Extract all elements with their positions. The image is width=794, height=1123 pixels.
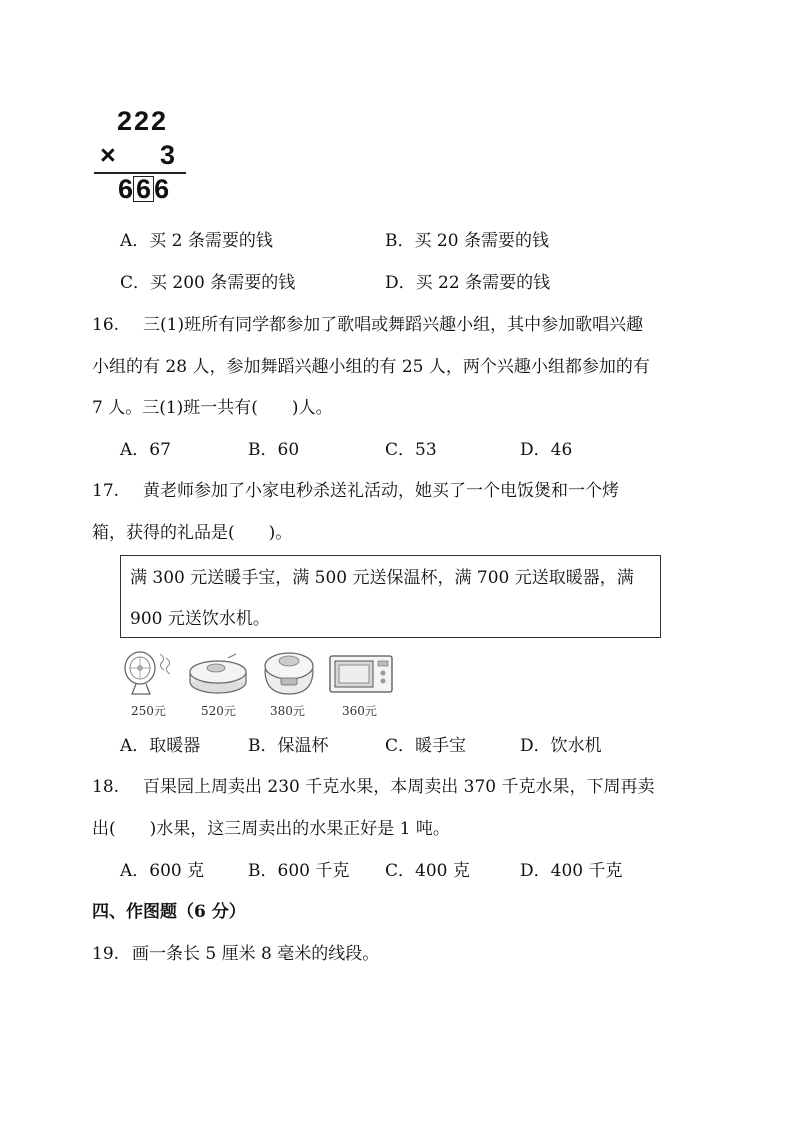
option-letter: C．	[120, 273, 151, 293]
result-digit: 6	[154, 174, 170, 204]
option-text: 买 2 条需要的钱	[149, 231, 273, 251]
rice-cooker-icon	[261, 648, 317, 698]
option-letter: C．	[385, 861, 416, 881]
option-letter: D．	[520, 736, 551, 756]
question-number: 19.	[92, 944, 120, 964]
section-heading: 四、作图题（6 分）	[92, 902, 246, 922]
price-label: 380元	[270, 704, 305, 718]
question-text: 出( )水果，这三周卖出的水果正好是 1 吨。	[92, 819, 450, 839]
option-d[interactable]	[385, 273, 550, 293]
question-text: 画一条长 5 厘米 8 毫米的线段。	[132, 944, 380, 964]
option-a[interactable]	[120, 861, 204, 881]
option-letter: C．	[385, 736, 416, 756]
result-boxed-digit: 6	[133, 176, 154, 202]
question-text: 百果园上周卖出 230 千克水果，本周卖出 370 千克水果，下周再卖	[143, 777, 655, 797]
promotion-text: 900 元送饮水机。	[130, 609, 270, 629]
option-letter: B．	[248, 736, 278, 756]
option-d[interactable]	[520, 736, 602, 756]
option-letter: A．	[120, 231, 150, 251]
question-number: 18.	[92, 777, 120, 797]
price-label: 520元	[201, 704, 236, 718]
option-letter: B．	[385, 231, 415, 251]
option-letter: A．	[120, 440, 150, 460]
option-text: 取暖器	[149, 736, 201, 756]
option-letter: C．	[385, 440, 416, 460]
option-a[interactable]	[120, 736, 200, 756]
option-letter: D．	[520, 861, 551, 881]
option-d[interactable]	[520, 440, 572, 460]
option-text: 暖手宝	[415, 736, 467, 756]
option-c[interactable]	[385, 861, 470, 881]
price-label: 360元	[342, 704, 377, 718]
result-digit: 6	[118, 174, 134, 204]
option-text: 53	[415, 440, 437, 460]
option-letter: A．	[120, 861, 150, 881]
promotion-box	[120, 555, 661, 638]
option-text: 买 22 条需要的钱	[415, 273, 551, 293]
robot-vacuum-icon	[188, 652, 250, 696]
promotion-text: 满 300 元送暖手宝，满 500 元送保温杯，满 700 元送取暖器，满	[130, 568, 634, 588]
question-text: 三(1)班所有同学都参加了歌唱或舞蹈兴趣小组，其中参加歌唱兴趣	[143, 315, 644, 335]
option-text: 46	[550, 440, 573, 460]
question-number: 16.	[92, 315, 120, 335]
option-text: 600 千克	[277, 861, 350, 881]
option-b[interactable]	[385, 231, 549, 251]
option-text: 67	[149, 440, 171, 460]
times-sign: ×	[100, 140, 116, 170]
option-text: 买 20 条需要的钱	[414, 231, 549, 251]
microwave-oven-icon	[328, 654, 394, 696]
option-letter: A．	[120, 736, 150, 756]
question-number: 17.	[92, 481, 120, 501]
fan-heater-icon	[118, 648, 176, 698]
option-text: 400 千克	[550, 861, 623, 881]
option-a[interactable]	[120, 231, 273, 251]
option-a[interactable]	[120, 440, 171, 460]
option-d[interactable]	[520, 861, 623, 881]
question-text: 小组的有 28 人，参加舞蹈兴趣小组的有 25 人，两个兴趣小组都参加的有	[92, 357, 650, 377]
option-text: 买 200 条需要的钱	[150, 273, 296, 293]
option-b[interactable]	[248, 440, 299, 460]
option-b[interactable]	[248, 861, 349, 881]
option-letter: B．	[248, 861, 278, 881]
multiplicand: 222	[117, 106, 169, 136]
question-text: 箱，获得的礼品是( )。	[92, 523, 293, 543]
price-label: 250元	[131, 704, 166, 718]
option-text: 400 克	[415, 861, 470, 881]
option-c[interactable]	[385, 440, 437, 460]
option-text: 保温杯	[277, 736, 329, 756]
option-b[interactable]	[248, 736, 329, 756]
option-c[interactable]	[385, 736, 466, 756]
option-letter: D．	[520, 440, 551, 460]
option-text: 饮水机	[550, 736, 602, 756]
multiplier: 3	[160, 140, 176, 170]
question-text: 7 人。三(1)班一共有( )人。	[92, 398, 333, 418]
option-letter: D．	[385, 273, 416, 293]
option-letter: B．	[248, 440, 278, 460]
option-text: 600 克	[149, 861, 205, 881]
option-c[interactable]	[120, 273, 295, 293]
option-text: 60	[277, 440, 300, 460]
question-text: 黄老师参加了小家电秒杀送礼活动，她买了一个电饭煲和一个烤	[143, 481, 619, 501]
